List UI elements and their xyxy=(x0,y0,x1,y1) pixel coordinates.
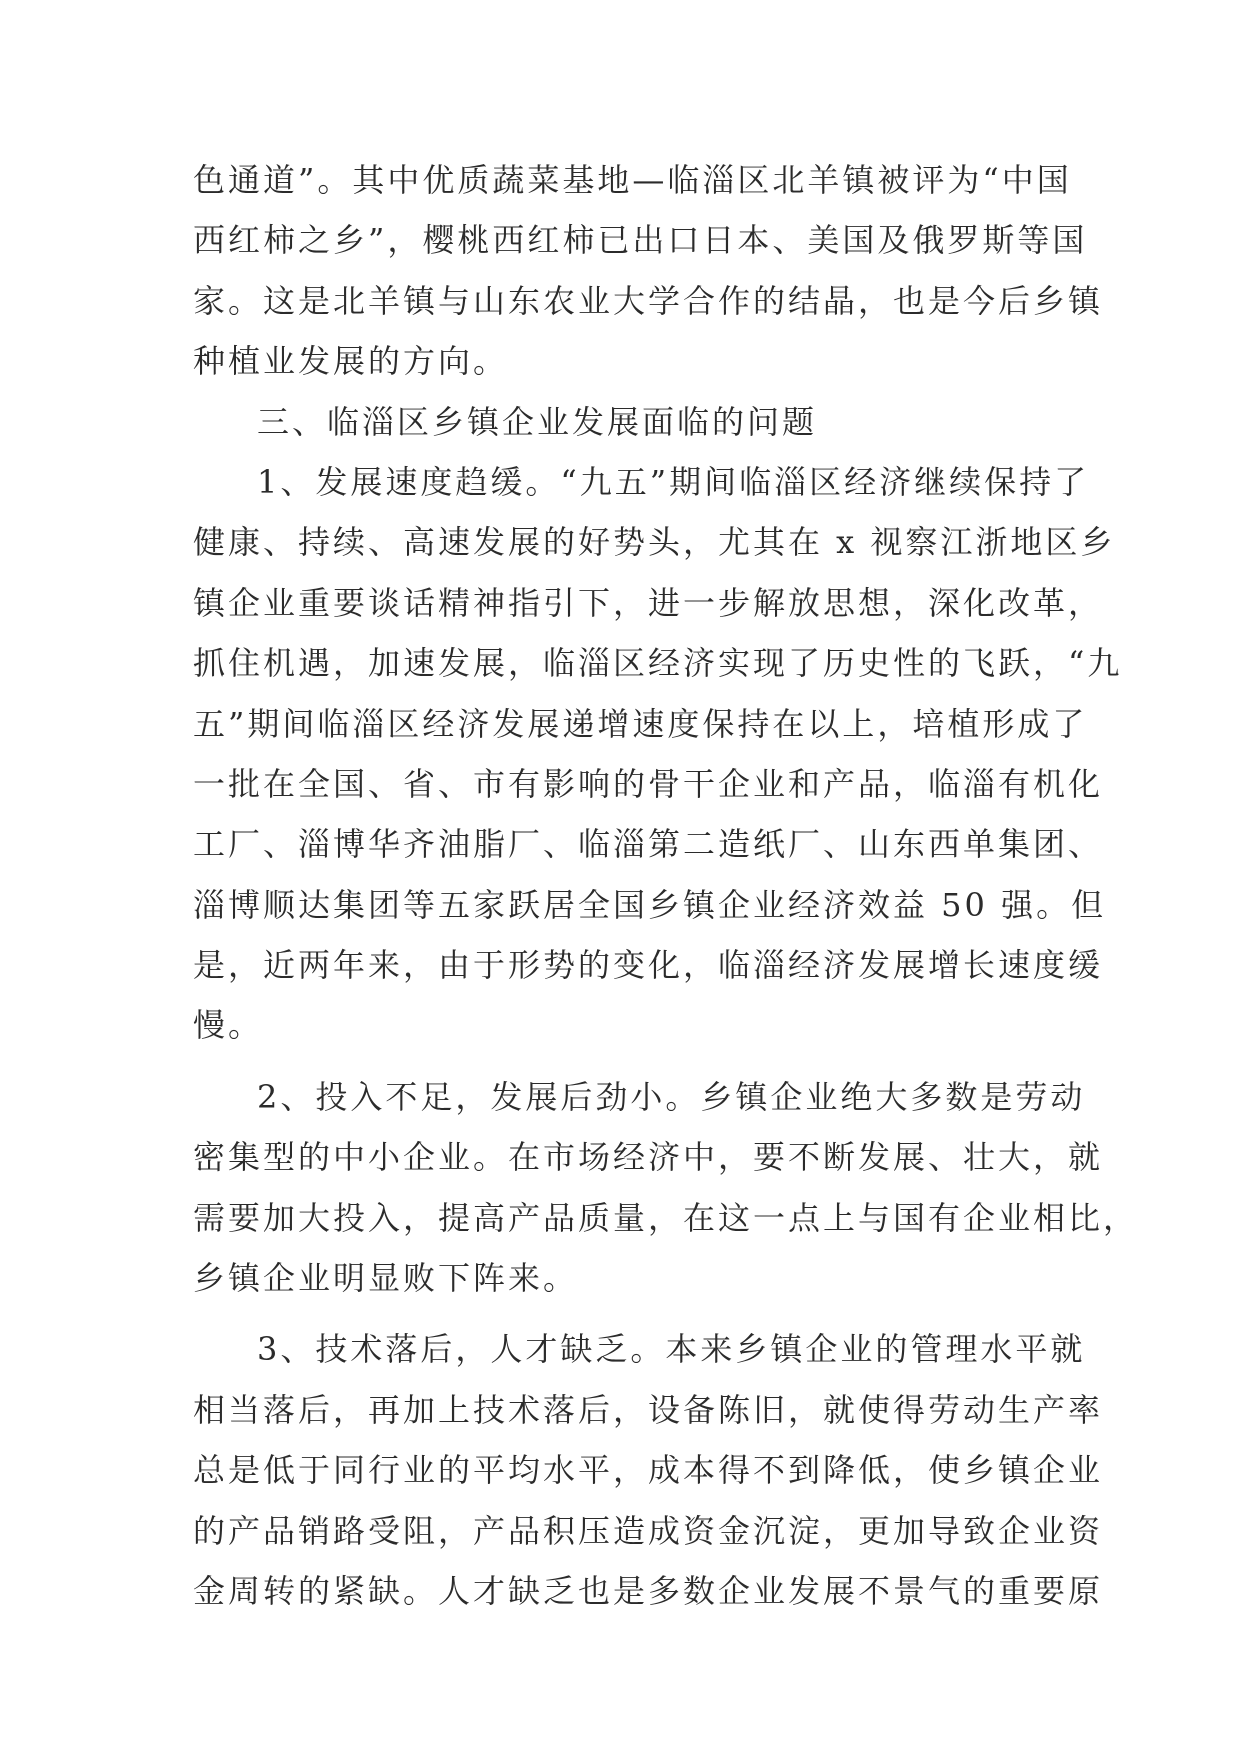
text-line: 3、技术落后，人才缺乏。本来乡镇企业的管理水平就 xyxy=(257,1330,1086,1369)
text-line: 1、发展速度趋缓。“九五”期间临淄区经济继续保持了 xyxy=(257,462,1090,501)
text-line: 一批在全国、省、市有影响的骨干企业和产品，临淄有机化 xyxy=(193,764,1104,803)
text-line: 乡镇企业明显败下阵来。 xyxy=(193,1259,579,1298)
text-line: 西红柿之乡”，樱桃西红柿已出口日本、美国及俄罗斯等国 xyxy=(193,221,1088,260)
text-line: 相当落后，再加上技术落后，设备陈旧，就使得劳动生产率 xyxy=(193,1390,1104,1429)
text-line: 工厂、淄博华齐油脂厂、临淄第二造纸厂、山东西单集团、 xyxy=(193,825,1104,864)
section-heading: 三、临淄区乡镇企业发展面临的问题 xyxy=(257,402,818,441)
text-line: 密集型的中小企业。在市场经济中，要不断发展、壮大，就 xyxy=(193,1138,1104,1177)
text-line: 健康、持续、高速发展的好势头，尤其在 x 视察江浙地区乡 xyxy=(193,523,1116,562)
text-line: 五”期间临淄区经济发展递增速度保持在以上，培植形成了 xyxy=(193,704,1088,743)
text-line: 抓住机遇，加速发展，临淄区经济实现了历史性的飞跃，“九 xyxy=(193,644,1123,683)
text-line: 2、投入不足，发展后劲小。乡镇企业绝大多数是劳动 xyxy=(257,1077,1086,1116)
text-line: 种植业发展的方向。 xyxy=(193,342,509,381)
text-line: 总是低于同行业的平均水平，成本得不到降低，使乡镇企业 xyxy=(193,1451,1104,1490)
text-line: 需要加大投入，提高产品质量，在这一点上与国有企业相比， xyxy=(193,1198,1139,1237)
text-line: 的产品销路受阻，产品积压造成资金沉淀，更加导致企业资 xyxy=(193,1511,1104,1550)
text-line: 金周转的紧缺。人才缺乏也是多数企业发展不景气的重要原 xyxy=(193,1571,1104,1610)
text-line: 是，近两年来，由于形势的变化，临淄经济发展增长速度缓 xyxy=(193,946,1104,985)
text-line: 色通道”。其中优质蔬菜基地—临淄区北羊镇被评为“中国 xyxy=(193,161,1072,199)
text-line: 家。这是北羊镇与山东农业大学合作的结晶，也是今后乡镇 xyxy=(193,281,1104,320)
document-body xyxy=(193,150,1139,1621)
text-line: 镇企业重要谈话精神指引下，进一步解放思想，深化改革， xyxy=(193,583,1104,622)
text-line: 淄博顺达集团等五家跃居全国乡镇企业经济效益 50 强。但 xyxy=(193,885,1107,924)
text-line: 慢。 xyxy=(193,1006,264,1045)
